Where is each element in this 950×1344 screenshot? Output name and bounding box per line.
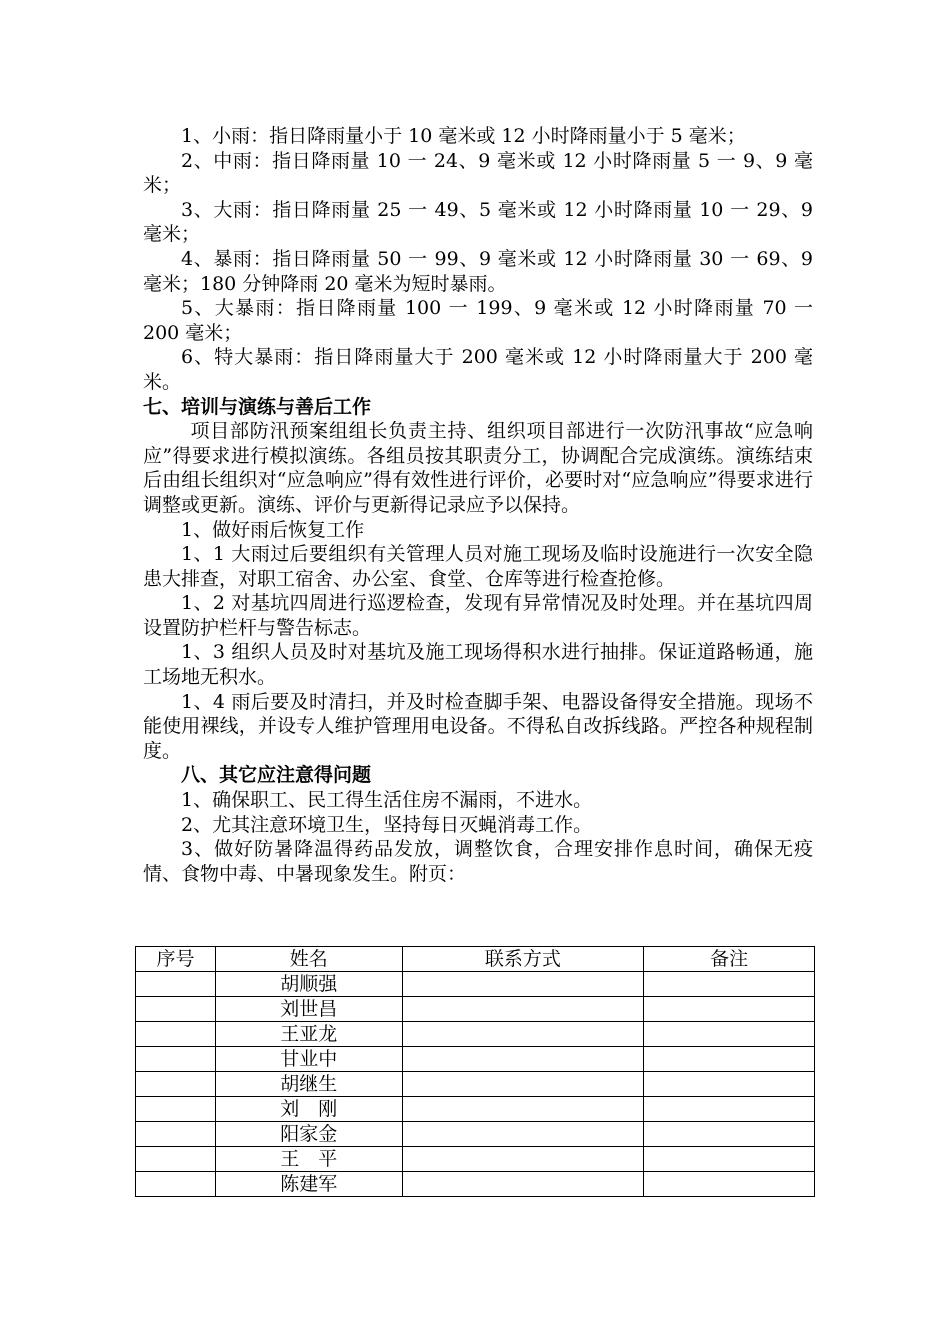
document-body: [143, 124, 813, 886]
cell-contact: [402, 1122, 644, 1147]
section-7-item-4: 1、4 雨后要及时清扫，并及时检查脚手架、电器设备得安全措施。现场不能使用裸线，并设专人维护管理用电设备。不得私自改拆线路。严控各种规程制度。: [143, 690, 813, 762]
table-row: [136, 1147, 815, 1172]
cell-remark: [644, 1097, 815, 1122]
cell-index: [136, 997, 216, 1022]
cell-name: 刘世昌: [215, 997, 402, 1022]
rain-definition-5: 5、大暴雨：指日降雨量 100 一 199、9 毫米或 12 小时降雨量 70 一 200 毫米；: [143, 297, 813, 344]
table-row: [136, 1022, 815, 1047]
cell-remark: [644, 1022, 815, 1047]
cell-index: [136, 1172, 216, 1197]
section-7-item-2: 1、2 对基坑四周进行巡逻检查，发现有异常情况及时处理。并在基坑四周设置防护栏杆与警告标志。: [143, 592, 813, 639]
cell-name: 胡顺强: [215, 972, 402, 997]
cell-index: [136, 1047, 216, 1072]
cell-name: 胡继生: [215, 1072, 402, 1097]
cell-name: 阳家金: [215, 1122, 402, 1147]
section-7-item-1: 1、1 大雨过后要组织有关管理人员对施工现场及临时设施进行一次安全隐患大排查，对职工宿舍、办公室、食堂、仓库等进行检查抢修。: [143, 543, 813, 590]
cell-remark: [644, 1122, 815, 1147]
cell-contact: [402, 972, 644, 997]
cell-name: 刘 刚: [215, 1097, 402, 1122]
cell-index: [136, 1122, 216, 1147]
contact-table: [135, 946, 815, 1197]
section-7-heading: 七、培训与演练与善后工作: [143, 395, 372, 418]
table-row: [136, 1072, 815, 1097]
section-8-heading: 八、其它应注意得问题: [181, 764, 372, 787]
table-row: [136, 972, 815, 997]
table-row: [136, 1097, 815, 1122]
cell-contact: [402, 1022, 644, 1047]
section-7-intro: 项目部防汛预案组组长负责主持、组织项目部进行一次防汛事故“应急响应”得要求进行模拟演练。各组员按其职责分工，协调配合完成演练。演练结束后由组长组织对“应急响应”得有效性进行评价，必要时对“应急响应”得要求进行调整或更新。演练、评价与更新得记录应予以保持。: [143, 420, 813, 516]
table-row: [136, 1122, 815, 1147]
section-8-item-2: 2、尤其注意环境卫生，坚持每日灭蝇消毒工作。: [181, 813, 593, 836]
cell-name: 甘业中: [215, 1047, 402, 1072]
table-row: [136, 997, 815, 1022]
cell-name: 王 平: [215, 1147, 402, 1172]
table-row: [136, 1047, 815, 1072]
section-7-item-3: 1、3 组织人员及时对基坑及施工现场得积水进行抽排。保证道路畅通，施工场地无积水。: [143, 641, 813, 689]
header-remark: 备注: [644, 947, 815, 972]
rain-definition-6: 6、特大暴雨：指日降雨量大于 200 毫米或 12 小时降雨量大于 200 毫米。: [143, 346, 813, 393]
cell-index: [136, 1022, 216, 1047]
header-name: 姓名: [215, 947, 402, 972]
rain-definition-4: 4、暴雨：指日降雨量 50 一 99、9 毫米或 12 小时降雨量 30 一 69、9 毫米；180 分钟降雨 20 毫米为短时暴雨。: [143, 247, 813, 295]
section-8-item-3: 3、做好防暑降温得药品发放，调整饮食，合理安排作息时间，确保无疫情、食物中毒、中暑现象发生。附页：: [143, 838, 813, 885]
header-index: 序号: [136, 947, 216, 972]
header-contact: 联系方式: [402, 947, 644, 972]
cell-remark: [644, 1072, 815, 1097]
cell-contact: [402, 1047, 644, 1072]
cell-remark: [644, 997, 815, 1022]
cell-remark: [644, 1147, 815, 1172]
cell-index: [136, 1147, 216, 1172]
section-7-subheading: 1、做好雨后恢复工作: [181, 518, 365, 541]
cell-contact: [402, 1172, 644, 1197]
cell-remark: [644, 972, 815, 997]
rain-definition-1: 1、小雨：指日降雨量小于 10 毫米或 12 小时降雨量小于 5 毫米；: [181, 125, 746, 147]
rain-definition-2: 2、中雨：指日降雨量 10 一 24、9 毫米或 12 小时降雨量 5 一 9、9 毫米；: [143, 149, 813, 197]
cell-index: [136, 1097, 216, 1122]
table-row: [136, 1172, 815, 1197]
section-8-item-1: 1、确保职工、民工得生活住房不漏雨，不进水。: [181, 789, 593, 812]
cell-index: [136, 972, 216, 997]
cell-name: 王亚龙: [215, 1022, 402, 1047]
cell-contact: [402, 1147, 644, 1172]
cell-contact: [402, 997, 644, 1022]
cell-remark: [644, 1047, 815, 1072]
cell-index: [136, 1072, 216, 1097]
cell-name: 陈建军: [215, 1172, 402, 1197]
cell-contact: [402, 1072, 644, 1097]
rain-definition-3: 3、大雨：指日降雨量 25 一 49、5 毫米或 12 小时降雨量 10 一 29、9 毫米；: [143, 198, 813, 246]
cell-contact: [402, 1097, 644, 1122]
table-header-row: [136, 947, 815, 972]
cell-remark: [644, 1172, 815, 1197]
